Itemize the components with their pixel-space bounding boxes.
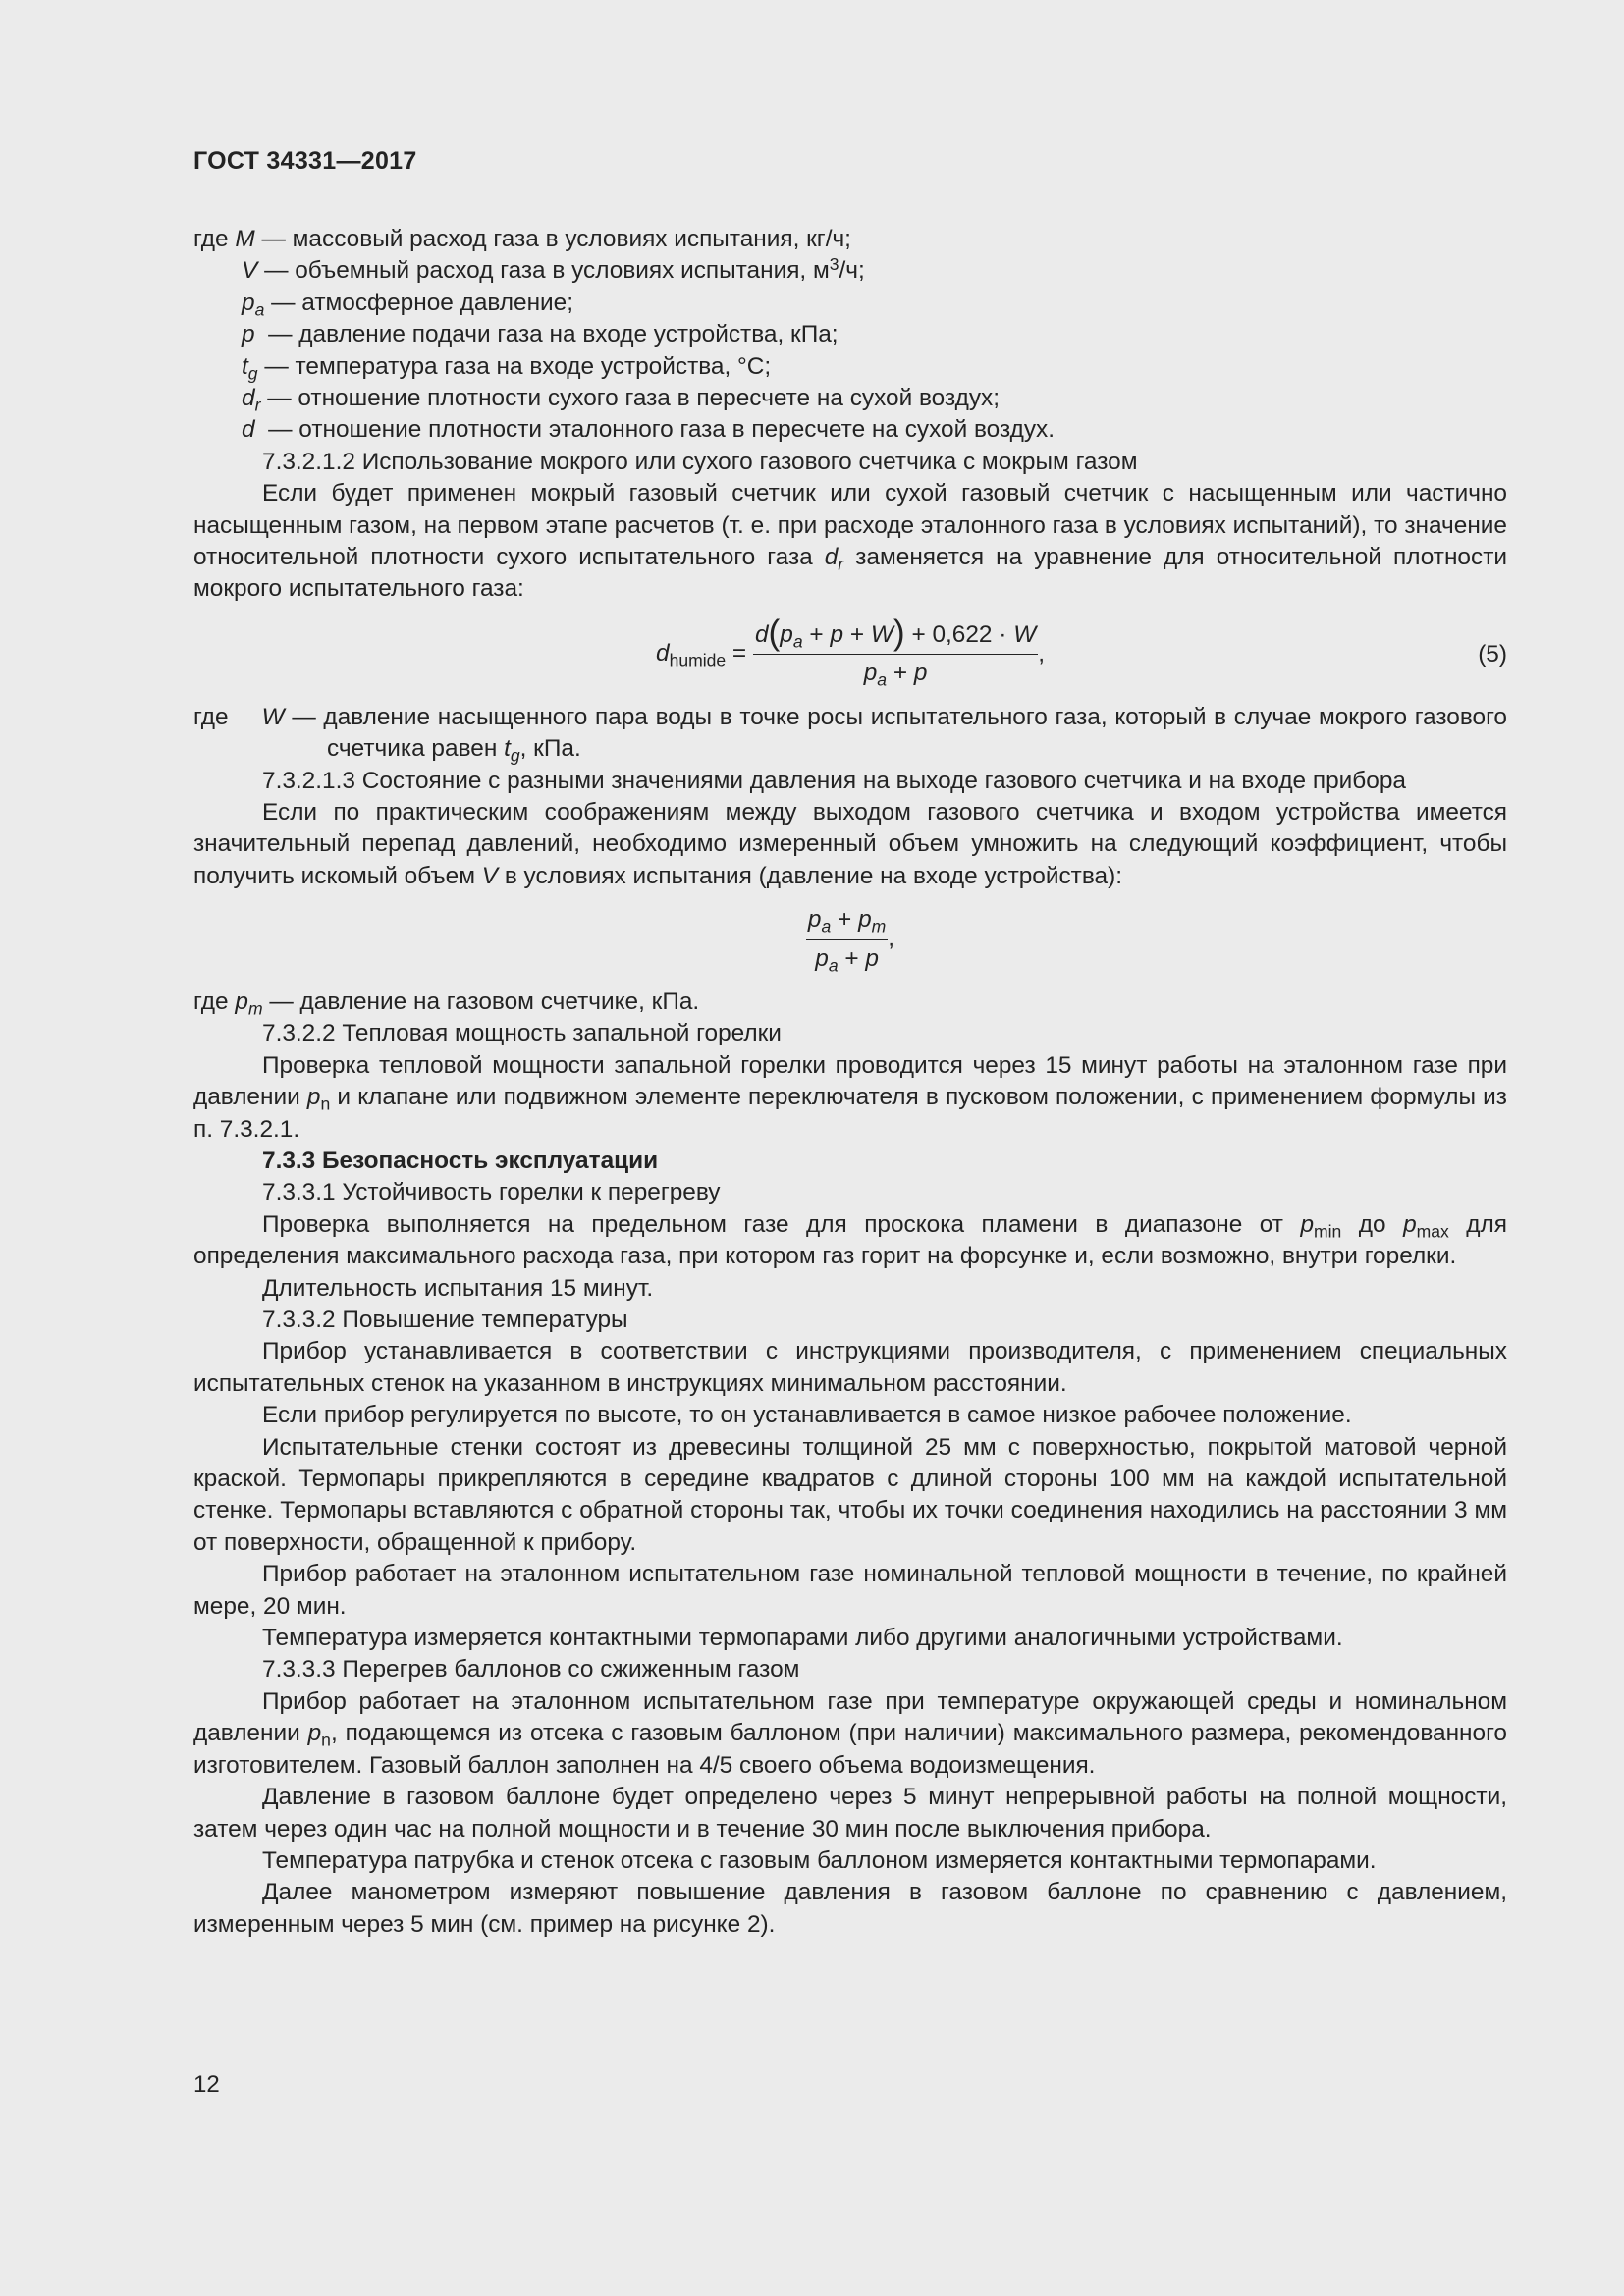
formula-5 xyxy=(193,613,1507,690)
inline-symbol: V xyxy=(481,862,499,889)
legend-line xyxy=(193,414,1507,446)
legend-symbol: t xyxy=(242,352,248,380)
legend-line xyxy=(193,224,1507,255)
variable-legend: где W — давление насыщенного пара воды в точке росы испытательного газа, который в случае мокрого газового счетчика равен $t_g$, кПа. xyxy=(193,703,1507,766)
legend-subscript: g xyxy=(247,363,258,384)
section-heading: 7.3.2.1.3 Состояние с разными значениями давления на выходе газового счетчика и на входе прибора xyxy=(262,767,1406,794)
variable-legend xyxy=(193,224,1507,447)
page-number: 12 xyxy=(193,2071,220,2098)
legend-superscript: 3 xyxy=(829,254,839,275)
legend-symbol: V xyxy=(242,257,258,285)
legend-symbol: d xyxy=(242,385,255,412)
section-heading: 7.3.2.2 Тепловая мощность запальной горелки xyxy=(262,1020,782,1047)
formula-number: (5) xyxy=(1478,640,1507,667)
paragraph: Прибор работает на эталонном испытательном газе при температуре окружающей среды и номинальном давлении $p_n$, подающемся из отсека с газовым баллоном (при наличии) максимального размера, рекомендованного изготовителем. Газовый баллон заполнен на 4/5 своего объема водоизмещения. xyxy=(193,1687,1507,1779)
legend-line xyxy=(193,319,1507,350)
inline-subscript: r xyxy=(838,554,844,574)
variable-legend: где $p_m$ — давление на газовом счетчике, кПа. xyxy=(193,988,700,1019)
legend-line xyxy=(193,255,1507,287)
document-header: ГОСТ 34331—2017 xyxy=(193,147,417,175)
paragraph: Проверка тепловой мощности запальной горелки проводится через 15 минут работы на эталонном газе при давлении $p_n$ и клапане или подвижном элементе переключателя в пусковом положении, с применением формулы из п. 7.3.2.1. xyxy=(193,1051,1507,1143)
paragraph: Если по практическим соображениям между выходом газового счетчика и входом устройства имеется значительный перепад давлений, необходимо измеренный объем умножить на следующий коэффициент, чтобы получить искомый объем V в условиях испытания (давление на входе устройства): xyxy=(193,798,1507,889)
page-content xyxy=(193,224,1507,1941)
paragraph: Если прибор регулируется по высоте, то он устанавливается в самое низкое рабочее положение. xyxy=(262,1402,1352,1429)
legend-symbol: p xyxy=(242,289,255,316)
formula-numerator: $p_a + p_m$ xyxy=(807,906,887,936)
legend-line xyxy=(193,383,1507,414)
formula-numerator: $d(p_a + p + W) + 0,622 \cdot W$ xyxy=(754,613,1037,652)
legend-line xyxy=(193,351,1507,383)
legend-subscript: a xyxy=(254,299,265,320)
legend-text: — массовый расход газа в условиях испытания, кг/ч; xyxy=(261,226,851,252)
paragraph: Далее манометром измеряют повышение давления в газовом баллоне по сравнению с давлением, измеренным через 5 мин (см. пример на рисунке 2). xyxy=(193,1879,1507,1938)
section-heading: 7.3.3.3 Перегрев баллонов со сжиженным газом xyxy=(262,1656,800,1683)
formula-denominator: $p_a + p$ xyxy=(863,660,928,690)
legend-text: — атмосферное давление; xyxy=(271,289,574,316)
legend-intro: где xyxy=(193,226,229,252)
paragraph: Температура патрубка и стенок отсека с газовым баллоном измеряется контактными термопарами. xyxy=(262,1846,1377,1874)
paragraph: Давление в газовом баллоне будет определено через 5 минут непрерывной работы на полной мощности, затем через один час на полной мощности и в течение 30 мин после выключения прибора. xyxy=(193,1784,1507,1842)
formula-fraction xyxy=(806,904,888,975)
formula-lhs: $d_{humide}$ = xyxy=(655,640,747,670)
formula-comma: , xyxy=(888,925,895,952)
formula-comma: , xyxy=(1038,640,1045,667)
section-heading: 7.3.3.1 Устойчивость горелки к перегреву xyxy=(262,1179,721,1206)
legend-symbol: p xyxy=(242,321,255,348)
legend-text: — отношение плотности сухого газа в пересчете на сухой воздух; xyxy=(267,385,1001,412)
section-heading-bold: 7.3.3 Безопасность эксплуатации xyxy=(262,1147,659,1174)
inline-symbol: d xyxy=(824,544,839,571)
legend-text: — отношение плотности эталонного газа в пересчете на сухой воздух. xyxy=(268,416,1056,444)
paragraph: Температура измеряется контактными термопарами либо другими аналогичными устройствами. xyxy=(262,1625,1343,1652)
paragraph: Прибор устанавливается в соответствии с инструкциями производителя, с применением специальных испытательных стенок на указанном в инструкциях минимальном расстоянии. xyxy=(193,1338,1507,1397)
formula-denominator: $p_a + p$ xyxy=(815,944,879,976)
paragraph: Испытательные стенки состоят из древесины толщиной 25 мм с поверхностью, покрытой матовой черной краской. Термопары прикрепляются в середине квадратов с длиной стороны 100 мм на каждой испытательной стенке. Термопары вставляются с обратной стороны так, чтобы их точки соединения находились на расстоянии 3 мм от поверхности, обращенной к прибору. xyxy=(193,1433,1507,1556)
legend-text-tail: /ч; xyxy=(839,257,865,285)
legend-text: — давление подачи газа на входе устройства, кПа; xyxy=(268,321,839,348)
section-heading: 7.3.2.1.2 Использование мокрого или сухого газового счетчика с мокрым газом xyxy=(262,448,1138,475)
legend-text: — температура газа на входе устройства, °С; xyxy=(264,352,772,380)
section-heading: 7.3.3.2 Повышение температуры xyxy=(262,1307,628,1333)
paragraph: Если будет применен мокрый газовый счетчик или сухой газовый счетчик с насыщенным или частично насыщенным газом, на первом этапе расчетов (т. е. при расходе эталонного газа в условиях испытаний), то значение относительной плотности сухого испытательного газа $d_r$ заменяется на уравнение для относительной плотности мокрого испытательного газа: xyxy=(193,480,1507,603)
paragraph: Длительность испытания 15 минут. xyxy=(262,1274,654,1302)
legend-subscript: r xyxy=(254,395,261,415)
legend-symbol: d xyxy=(242,416,255,444)
paragraph: Проверка выполняется на предельном газе для проскока пламени в диапазоне от $p_{min}$ до $p_{max}$ для определения максимального расхода газа, при котором газ горит на форсунке и, если возможно, внутри горелки. xyxy=(193,1210,1507,1270)
paragraph: Прибор работает на эталонном испытательном газе номинальной тепловой мощности в течение, по крайней мере, 20 мин. xyxy=(193,1561,1507,1620)
formula-fraction xyxy=(753,613,1038,690)
legend-line xyxy=(193,288,1507,319)
legend-symbol: M xyxy=(235,226,255,252)
coefficient-formula xyxy=(193,904,1507,975)
legend-text: — объемный расход газа в условиях испытания, м xyxy=(264,257,830,285)
